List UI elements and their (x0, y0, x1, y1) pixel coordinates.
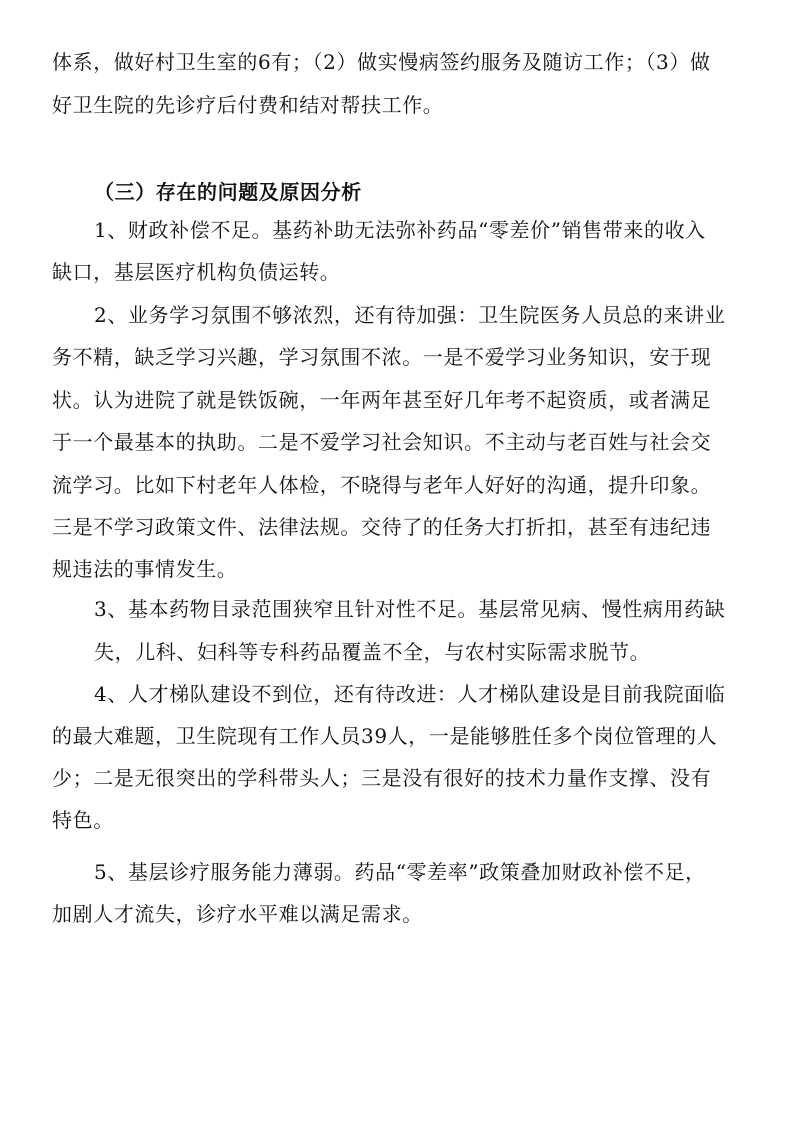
continuation-line-2: 好卫生院的先诊疗后付费和结对帮扶工作。 (52, 93, 444, 117)
item-4-line-4: 特色。 (52, 808, 114, 832)
item-2-line-4: 于一个最基本的执助。二是不爱学习社会知识。不主动与老百姓与社会交 (52, 430, 712, 454)
item-5-line-2: 加剧人才流失，诊疗水平难以满足需求。 (52, 902, 423, 926)
item-2-line-6: 三是不学习政策文件、法律法规。交待了的任务大打折扣，甚至有违纪违 (52, 515, 712, 539)
continuation-line-1: 体系，做好村卫生室的6有；（2）做实慢病签约服务及随访工作；（3）做 (52, 50, 711, 74)
item-2-line-2: 务不精，缺乏学习兴趣，学习氛围不浓。一是不爱学习业务知识，安于现 (52, 345, 712, 369)
item-1-line-2: 缺口，基层医疗机构负债运转。 (52, 260, 341, 284)
item-2-line-7: 规违法的事情发生。 (52, 557, 238, 581)
item-4-line-2: 的最大难题，卫生院现有工作人员39人，一是能够胜任多个岗位管理的人 (52, 724, 718, 748)
item-3-line-1: 3、基本药物目录范围狭窄且针对性不足。基层常见病、慢性病用药缺 (94, 597, 726, 621)
item-4-line-1: 4、人才梯队建设不到位，还有待改进：人才梯队建设是目前我院面临 (94, 682, 726, 706)
item-1-line-1: 1、财政补偿不足。基药补助无法弥补药品“零差价”销售带来的收入 (94, 218, 706, 242)
item-5-line-1: 5、基层诊疗服务能力薄弱。药品“零差率”政策叠加财政补偿不足， (94, 860, 706, 884)
item-4-line-3: 少；二是无很突出的学科带头人；三是没有很好的技术力量作支撑、没有 (52, 766, 712, 790)
item-3-line-2: 失，儿科、妇科等专科药品覆盖不全，与农村实际需求脱节。 (94, 640, 651, 664)
item-2-line-3: 状。认为进院了就是铁饭碗，一年两年甚至好几年考不起资质，或者满足 (52, 388, 712, 412)
section-heading: （三）存在的问题及原因分析 (94, 180, 362, 204)
item-2-line-1: 2、业务学习氛围不够浓烈，还有待加强：卫生院医务人员总的来讲业 (94, 303, 726, 327)
item-2-line-5: 流学习。比如下村老年人体检，不晓得与老年人好好的沟通，提升印象。 (52, 473, 712, 497)
